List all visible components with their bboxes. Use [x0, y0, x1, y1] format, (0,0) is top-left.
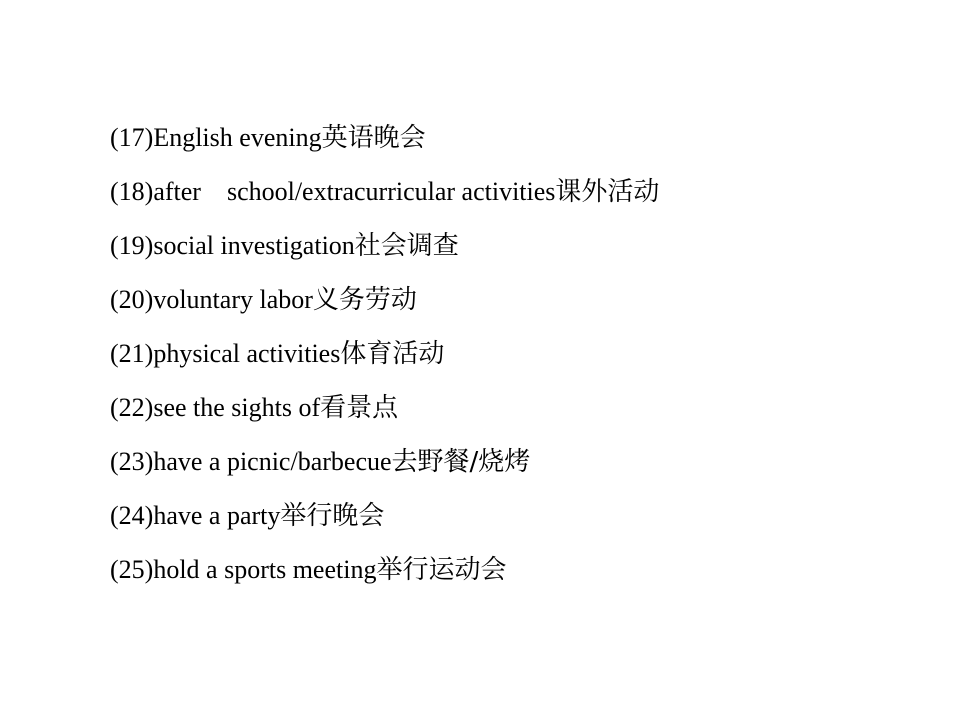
phrase-english: voluntary labor [153, 285, 313, 314]
phrase-chinese: 英语晚会 [321, 123, 426, 153]
phrase-number: (18) [110, 177, 154, 206]
phrase-chinese: 义务劳动 [312, 285, 417, 315]
phrase-item-17 [110, 118, 659, 172]
phrase-chinese: 看景点 [320, 393, 399, 423]
phrase-english: after school/extracurricular activities [153, 177, 556, 206]
phrase-chinese: 课外活动 [555, 177, 660, 207]
phrase-number: (24) [110, 501, 154, 530]
phrase-item-21 [110, 334, 659, 388]
phrase-number: (22) [110, 393, 154, 422]
phrase-item-23 [110, 442, 659, 496]
phrase-number: (21) [110, 339, 154, 368]
phrase-chinese: 社会调查 [354, 231, 459, 261]
phrase-chinese: 举行运动会 [376, 555, 507, 585]
phrase-number: (19) [110, 231, 154, 260]
phrase-number: (25) [110, 555, 154, 584]
phrase-english: have a picnic/barbecue [153, 447, 392, 476]
phrase-item-22 [110, 388, 659, 442]
phrase-english: English evening [153, 123, 322, 152]
phrase-english: hold a sports meeting [153, 555, 377, 584]
phrase-item-18 [110, 172, 659, 226]
phrase-item-24 [110, 496, 659, 550]
phrase-chinese: 体育活动 [340, 339, 445, 369]
phrase-item-19 [110, 226, 659, 280]
phrase-english: see the sights of [153, 393, 321, 422]
phrase-item-20 [110, 280, 659, 334]
phrase-english: physical activities [153, 339, 341, 368]
phrase-list [110, 118, 659, 604]
phrase-number: (23) [110, 447, 154, 476]
phrase-chinese: 去野餐/烧烤 [391, 447, 531, 477]
phrase-english: have a party [153, 501, 281, 530]
phrase-english: social investigation [153, 231, 355, 260]
phrase-chinese: 举行晚会 [280, 501, 385, 531]
phrase-number: (20) [110, 285, 154, 314]
phrase-item-25 [110, 550, 659, 604]
phrase-number: (17) [110, 123, 154, 152]
